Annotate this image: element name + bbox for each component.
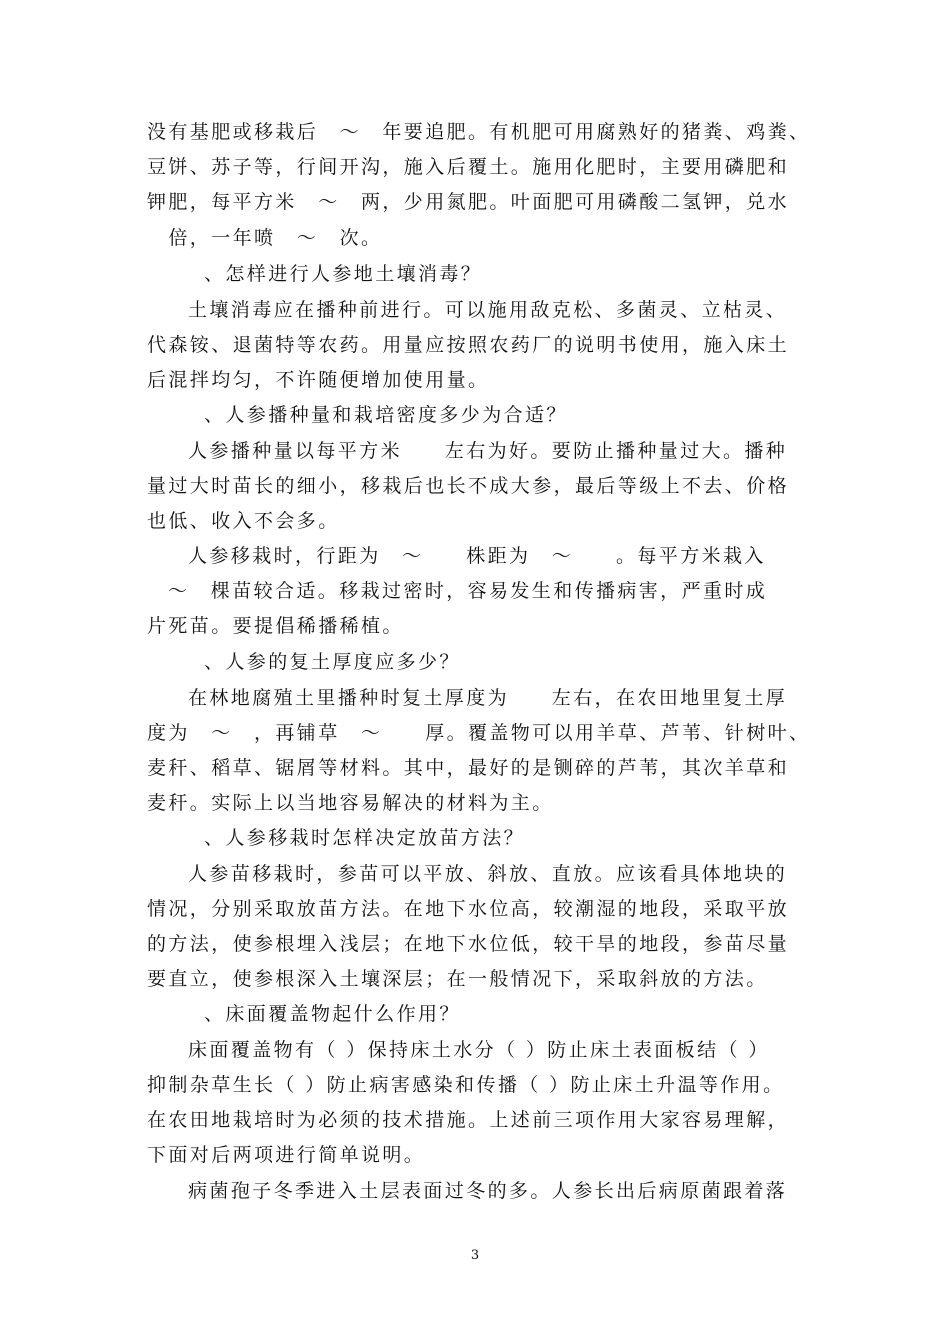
text-line: 后混拌均匀，不许随便增加使用量。	[147, 369, 490, 391]
page-number: 3	[470, 1248, 480, 1263]
text-line: 没有基肥或移栽后 ～ 年要追肥。有机肥可用腐熟好的猪粪、鸡粪、	[147, 121, 811, 143]
text-line: 情况，分别采取放苗方法。在地下水位高，较潮湿的地段，采取平放	[147, 898, 790, 920]
text-line: 在农田地栽培时为必须的技术措施。上述前三项作用大家容易理解，	[147, 1109, 790, 1131]
text-line: 抑制杂草生长（ ）防止病害感染和传播（ ）防止床土升温等作用。	[147, 1074, 785, 1096]
text-line: 的方法，使参根埋入浅层；在地下水位低，较干旱的地段，参苗尽量	[147, 933, 790, 955]
text-line: 片死苗。要提倡稀播稀植。	[147, 615, 404, 637]
text-line: 也低、收入不会多。	[147, 510, 340, 532]
text-line: 要直立，使参根深入土壤深层；在一般情况下，采取斜放的方法。	[147, 968, 768, 990]
question-heading: 、人参移栽时怎样决定放苗方法？	[204, 827, 526, 849]
text-line: 在林地腐殖土里播种时复土厚度为 左右，在农田地里复土厚	[188, 687, 788, 709]
text-line: 病菌孢子冬季进入土层表面过冬的多。人参长出后病原菌跟着落	[188, 1180, 788, 1202]
question-heading: 、床面覆盖物起什么作用？	[204, 1003, 461, 1025]
question-heading: 、人参的复土厚度应多少？	[204, 651, 461, 673]
question-heading: 、怎样进行人参地土壤消毒？	[204, 263, 483, 285]
text-line: 豆饼、苏子等，行间开沟，施入后覆土。施用化肥时，主要用磷肥和	[147, 156, 790, 178]
text-line: 床面覆盖物有（ ）保持床土水分（ ）防止床土表面板结（ ）	[188, 1039, 770, 1061]
text-line: 土壤消毒应在播种前进行。可以施用敌克松、多菌灵、立枯灵、	[188, 299, 788, 321]
text-line: 倍，一年喷 ～ 次。	[147, 227, 383, 249]
text-line: 度为 ～ ，再铺草 ～ 厚。覆盖物可以用羊草、芦苇、针树叶、	[147, 722, 811, 744]
text-line: ～ 棵苗较合适。移栽过密时，容易发生和传播病害，严重时成	[168, 580, 768, 602]
question-heading: 、人参播种量和栽培密度多少为合适？	[204, 404, 568, 426]
text-line: 代森铵、退菌特等农药。用量应按照农药厂的说明书使用，施入床土	[147, 334, 790, 356]
text-line: 人参苗移栽时，参苗可以平放、斜放、直放。应该看具体地块的	[188, 863, 788, 885]
text-line: 人参移栽时，行距为 ～ 株距为 ～ 。每平方米栽入	[188, 545, 766, 567]
text-line: 人参播种量以每平方米 左右为好。要防止播种量过大。播种	[188, 440, 788, 462]
text-line: 下面对后两项进行简单说明。	[147, 1144, 426, 1166]
text-line: 钾肥，每平方米 ～ 两，少用氮肥。叶面肥可用磷酸二氢钾，兑水	[147, 191, 790, 213]
text-line: 量过大时苗长的细小，移栽后也长不成大参，最后等级上不去、价格	[147, 475, 790, 497]
text-line: 麦秆、稻草、锯屑等材料。其中，最好的是铡碎的芦苇，其次羊草和	[147, 757, 790, 779]
text-line: 麦秆。实际上以当地容易解决的材料为主。	[147, 792, 554, 814]
